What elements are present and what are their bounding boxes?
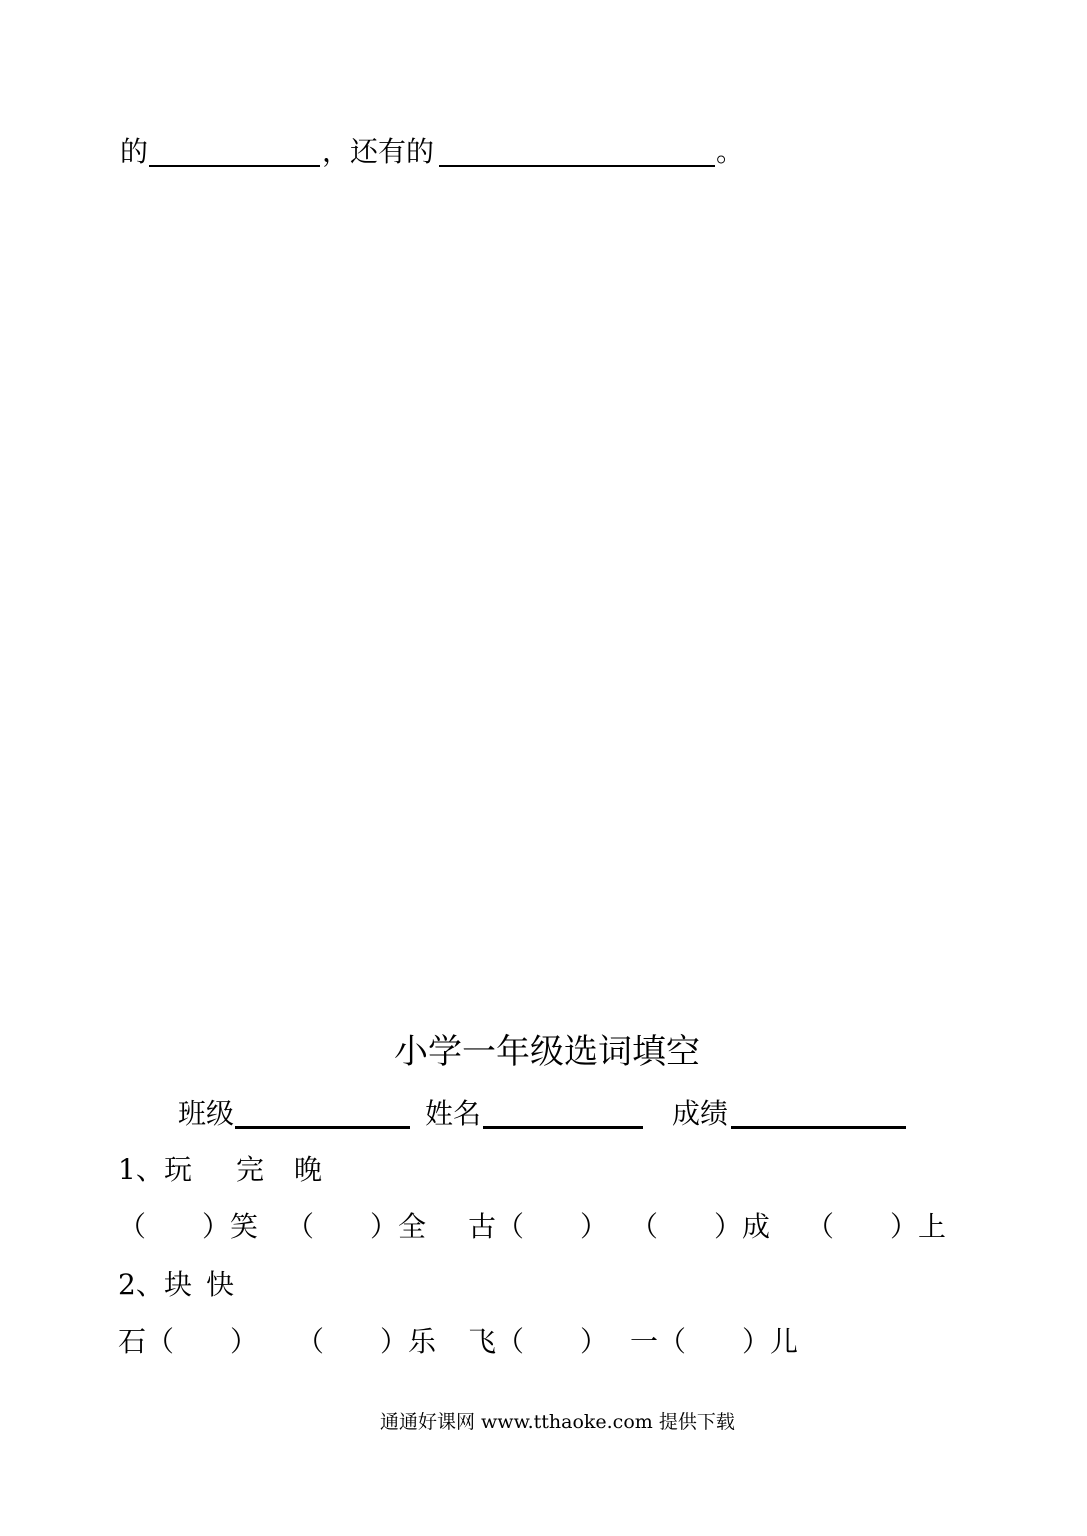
question-1-item[interactable]: （ ）上 (806, 1210, 947, 1243)
top-fragment-text-3: 。 (716, 135, 745, 168)
top-fragment-blank-1[interactable] (149, 165, 320, 167)
question-1-choice: 完 (236, 1153, 265, 1186)
question-1-choice: 玩 (164, 1153, 193, 1186)
question-2-choice: 块 (164, 1268, 193, 1301)
question-1-number: 1、 (118, 1153, 164, 1186)
question-2-number: 2、 (118, 1268, 164, 1301)
question-1-item[interactable]: （ ）全 (286, 1210, 427, 1243)
name-label: 姓名 (425, 1097, 482, 1130)
question-2-item[interactable]: （ ）乐 (296, 1325, 437, 1358)
question-1-item[interactable]: （ ）成 (630, 1210, 771, 1243)
top-fragment-text-2: ，还有的 (322, 135, 435, 168)
class-blank[interactable] (235, 1126, 410, 1129)
name-blank[interactable] (483, 1126, 643, 1129)
question-2-item[interactable]: 飞（ ） (468, 1325, 609, 1358)
top-fragment-blank-2[interactable] (439, 165, 715, 167)
worksheet-title: 小学一年级选词填空 (394, 1032, 700, 1072)
top-fragment-text-1: 的 (120, 135, 149, 168)
question-2-choice: 快 (206, 1268, 235, 1301)
question-1-item[interactable]: 古（ ） (468, 1210, 609, 1243)
question-2-item[interactable]: 一（ ）儿 (630, 1325, 799, 1358)
question-2-item[interactable]: 石（ ） (118, 1325, 259, 1358)
score-label: 成绩 (672, 1097, 729, 1130)
question-1-choice: 晚 (294, 1153, 323, 1186)
score-blank[interactable] (731, 1126, 906, 1129)
footer-text: 通通好课网 www.tthaoke.com 提供下载 (380, 1411, 735, 1433)
question-1-item[interactable]: （ ）笑 (118, 1210, 259, 1243)
class-label: 班级 (178, 1097, 235, 1130)
